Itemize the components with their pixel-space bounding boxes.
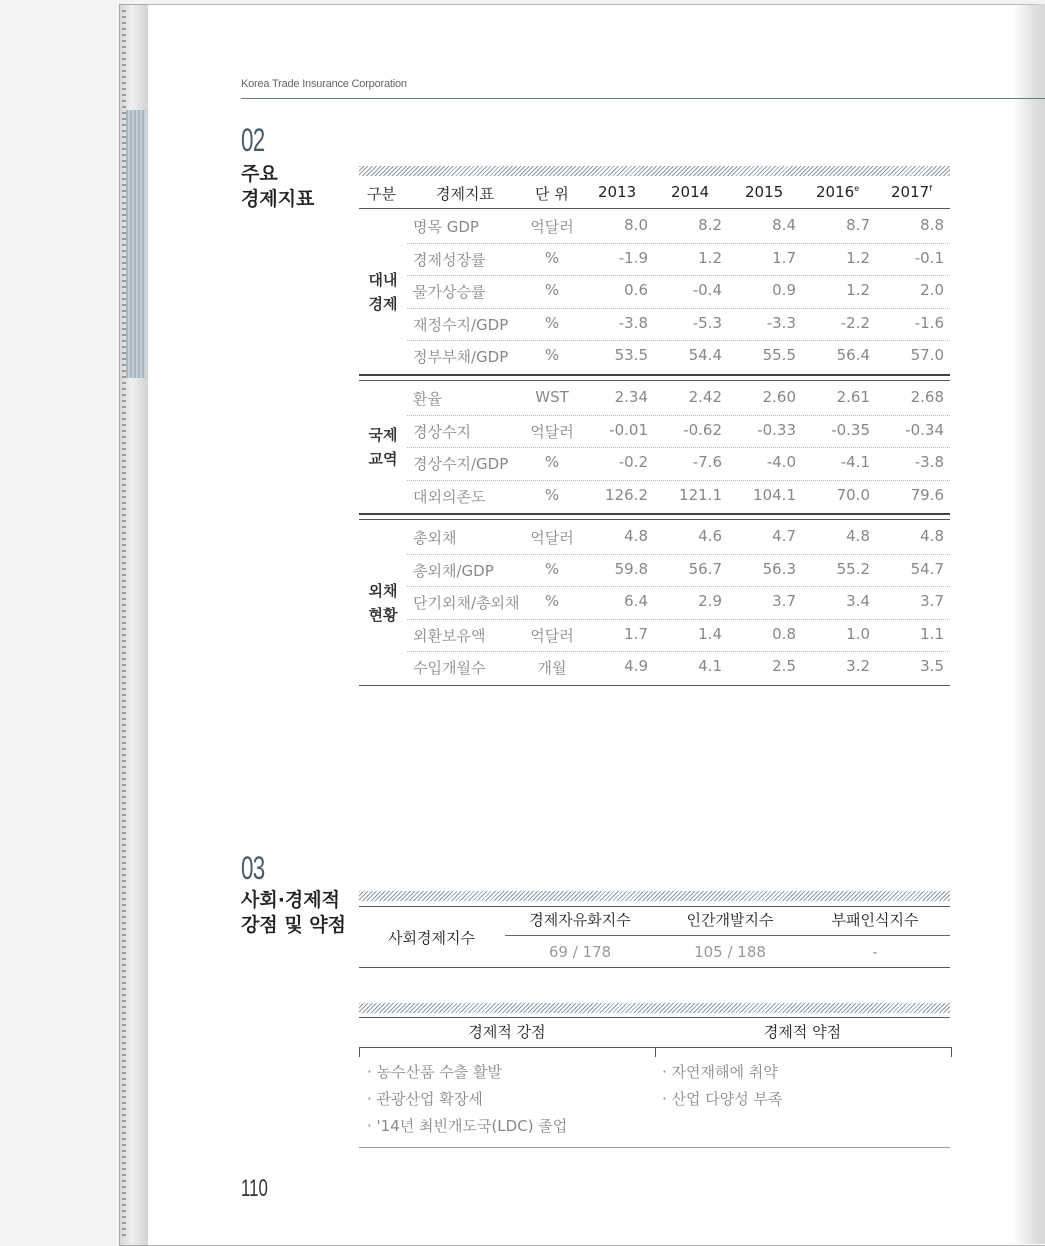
indicator-value: 53.5: [614, 346, 648, 365]
indicator-label: 환율: [413, 390, 442, 408]
indicator-value: -0.62: [683, 420, 722, 439]
indicator-value: 0.6: [624, 281, 648, 300]
indicator-value: -3.8: [914, 453, 944, 472]
header-rule: [359, 208, 950, 209]
indicator-value: -1.9: [618, 248, 648, 267]
group-label-line: 외채: [368, 581, 398, 600]
indicator-unit: %: [544, 248, 560, 267]
indicator-unit: %: [544, 346, 560, 365]
indicator-value: 8.0: [624, 216, 648, 234]
group-rule: [359, 374, 950, 376]
row-divider: [407, 415, 950, 416]
indicator-label: 외환보유액: [413, 626, 486, 645]
section-title-line: 주요: [241, 163, 278, 185]
social-col-human-development: 인간개발지수: [686, 911, 774, 929]
indicator-value: 1.7: [624, 624, 648, 643]
table-hatch-bar: [359, 1003, 950, 1013]
indicator-unit: %: [544, 313, 560, 332]
section-title-line: 강점 및 약점: [241, 914, 346, 936]
indicator-value: 55.2: [836, 559, 870, 578]
weakness-bracket: [655, 1047, 952, 1057]
indicator-value: 4.6: [698, 527, 722, 545]
indicator-value: 3.2: [846, 657, 870, 676]
section-title-line: 사회·경제적: [241, 889, 340, 911]
indicator-value: 1.2: [846, 248, 870, 267]
indicator-value: -7.6: [692, 453, 722, 472]
forecast-mark: f: [929, 184, 933, 193]
header-unit: 단 위: [535, 185, 569, 203]
indicator-value: 0.9: [772, 281, 796, 300]
header-year: 2015: [745, 183, 784, 201]
indicator-value: 56.4: [836, 346, 870, 365]
strength-bracket: [359, 1047, 656, 1057]
indicator-value: 55.5: [762, 346, 796, 365]
weakness-item: · 자연재해에 취약: [662, 1063, 778, 1081]
section-number: 03: [241, 850, 265, 886]
indicator-value: 4.8: [624, 527, 648, 545]
group-rule: [359, 513, 950, 515]
indicator-value: -2.2: [840, 313, 870, 332]
indicator-value: -3.3: [766, 313, 796, 332]
weakness-title: 경제적 약점: [763, 1023, 842, 1041]
indicator-value: 8.8: [920, 216, 944, 234]
row-divider: [407, 447, 950, 448]
indicator-value: 8.2: [698, 216, 722, 234]
indicator-value: -0.2: [618, 453, 648, 472]
indicator-value: 2.61: [836, 388, 870, 406]
header-year: 2014: [671, 183, 710, 201]
indicator-value: 54.4: [688, 346, 722, 365]
social-value: 69 / 178: [548, 943, 612, 961]
table-rule: [359, 967, 950, 968]
row-divider: [407, 308, 950, 309]
indicator-value: 4.8: [846, 527, 870, 545]
indicator-value: -0.1: [914, 248, 944, 267]
indicator-label: 물가상승률: [413, 283, 486, 302]
table-hatch-bar: [359, 166, 950, 176]
social-value: 105 / 188: [694, 943, 766, 961]
group-label-line: 대내: [368, 270, 398, 289]
indicator-label: 단기외채/총외채: [413, 594, 520, 613]
indicator-value: -0.01: [609, 420, 648, 439]
strength-item: · 농수산품 수출 활발: [367, 1063, 502, 1081]
indicator-unit: %: [544, 485, 560, 504]
indicator-value: 1.0: [846, 624, 870, 643]
indicator-value: -0.35: [831, 420, 870, 439]
header-group: 구분: [367, 185, 396, 203]
indicator-label: 명목 GDP: [413, 218, 479, 236]
indicator-value: 1.2: [698, 248, 722, 267]
social-col-economic-freedom: 경제자유화지수: [529, 911, 631, 929]
indicator-unit: 개월: [537, 659, 567, 678]
header-year: [891, 183, 932, 201]
indicator-value: 56.7: [688, 559, 722, 578]
indicator-value: 2.0: [920, 281, 944, 300]
indicator-value: 126.2: [605, 485, 648, 504]
indicator-value: 3.7: [772, 592, 796, 611]
row-divider: [407, 340, 950, 341]
indicator-unit: %: [544, 281, 560, 300]
group-label: [360, 423, 406, 471]
indicator-value: 0.8: [772, 624, 796, 643]
indicator-value: 3.5: [920, 657, 944, 676]
indicator-unit: WST: [535, 388, 569, 406]
table-hatch-bar: [359, 891, 950, 901]
row-divider: [407, 275, 950, 276]
social-col-corruption: 부패인식지수: [831, 911, 919, 929]
indicator-value: 1.4: [698, 624, 722, 643]
indicator-value: 2.68: [910, 388, 944, 406]
strength-item: · '14년 최빈개도국(LDC) 졸업: [367, 1117, 568, 1135]
indicator-label: 경제성장률: [413, 250, 486, 269]
indicator-label: 수입개월수: [413, 659, 486, 678]
indicator-value: 59.8: [614, 559, 648, 578]
header-indicator: 경제지표: [436, 185, 494, 203]
page-edge-shadow: [1013, 4, 1045, 1244]
indicator-value: -0.33: [757, 420, 796, 439]
indicator-value: -0.34: [905, 420, 944, 439]
indicator-value: 2.5: [772, 657, 796, 676]
year-text: 2017: [891, 183, 930, 201]
indicator-label: 경상수지: [413, 422, 471, 441]
indicator-unit: %: [544, 559, 560, 578]
indicator-value: 4.1: [698, 657, 722, 676]
section-title-line: 경제지표: [241, 188, 315, 210]
group-label: [360, 268, 406, 316]
indicator-value: 1.2: [846, 281, 870, 300]
indicator-value: 1.1: [920, 624, 944, 643]
indicator-value: 3.7: [920, 592, 944, 611]
indicator-unit: %: [544, 592, 560, 611]
indicator-value: 1.7: [772, 248, 796, 267]
indicator-value: 2.42: [688, 388, 722, 406]
table-rule: [359, 906, 950, 907]
group-label-line: 경제: [368, 294, 398, 313]
indicator-value: 57.0: [910, 346, 944, 365]
indicator-value: 121.1: [679, 485, 722, 504]
indicator-value: -4.1: [840, 453, 870, 472]
indicator-value: -0.4: [692, 281, 722, 300]
indicator-label: 총외채/GDP: [413, 561, 494, 580]
indicator-value: 2.60: [762, 388, 796, 406]
indicator-value: 6.4: [624, 592, 648, 611]
strength-item: · 관광산업 확장세: [367, 1090, 483, 1108]
indicator-label: 재정수지/GDP: [413, 315, 509, 334]
indicator-label: 총외채: [413, 529, 457, 547]
row-divider: [407, 619, 950, 620]
indicator-value: 4.9: [624, 657, 648, 676]
header-year: 2013: [598, 183, 637, 201]
weakness-item: · 산업 다양성 부족: [662, 1090, 783, 1108]
row-divider: [407, 480, 950, 481]
row-divider: [407, 243, 950, 244]
social-subheader-rule: [505, 935, 950, 936]
group-rule: [359, 685, 950, 686]
indicator-value: -5.3: [692, 313, 722, 332]
indicator-value: 2.34: [614, 388, 648, 406]
indicator-label: 정부부채/GDP: [413, 348, 509, 367]
social-value: -: [872, 943, 878, 961]
page-number: 110: [241, 1175, 268, 1202]
row-divider: [407, 586, 950, 587]
social-index-label: 사회경제지수: [388, 929, 475, 947]
row-divider: [407, 651, 950, 652]
indicator-value: 2.9: [698, 592, 722, 611]
indicator-value: 56.3: [762, 559, 796, 578]
table-rule: [359, 1147, 950, 1148]
indicator-value: 4.8: [920, 527, 944, 545]
year-text: 2016: [816, 183, 855, 201]
section-number: 02: [241, 122, 265, 158]
indicator-value: 8.4: [772, 216, 796, 234]
indicator-value: 104.1: [753, 485, 796, 504]
group-rule: [359, 519, 950, 520]
indicator-value: 4.7: [772, 527, 796, 545]
spine-tab: [126, 110, 146, 378]
group-rule: [359, 380, 950, 381]
indicator-unit: 억달러: [530, 529, 574, 547]
header-rule: [241, 98, 1045, 99]
strength-title: 경제적 강점: [468, 1023, 546, 1041]
section-title: [241, 888, 346, 938]
indicator-value: 3.4: [846, 592, 870, 611]
row-divider: [407, 554, 950, 555]
indicator-unit: %: [544, 453, 560, 472]
section-title: [241, 162, 314, 212]
indicator-unit: 억달러: [530, 218, 574, 236]
indicator-value: -1.6: [914, 313, 944, 332]
estimate-mark: e: [854, 184, 860, 193]
indicator-label: 대외의존도: [413, 487, 486, 506]
indicator-unit: 억달러: [530, 626, 574, 645]
indicator-value: 79.6: [910, 485, 944, 504]
table-rule: [359, 1017, 950, 1018]
indicator-value: 54.7: [910, 559, 944, 578]
indicator-value: 8.7: [846, 216, 870, 234]
group-label: [360, 579, 406, 627]
group-label-line: 현황: [368, 605, 398, 624]
indicator-value: -3.8: [618, 313, 648, 332]
group-label-line: 국제: [368, 426, 398, 445]
indicator-value: -4.0: [766, 453, 796, 472]
indicator-unit: 억달러: [530, 422, 574, 441]
indicator-value: 70.0: [836, 485, 870, 504]
group-label-line: 교역: [368, 450, 398, 469]
running-header: Korea Trade Insurance Corporation: [241, 78, 407, 90]
header-year: [816, 183, 859, 201]
indicator-label: 경상수지/GDP: [413, 455, 509, 474]
